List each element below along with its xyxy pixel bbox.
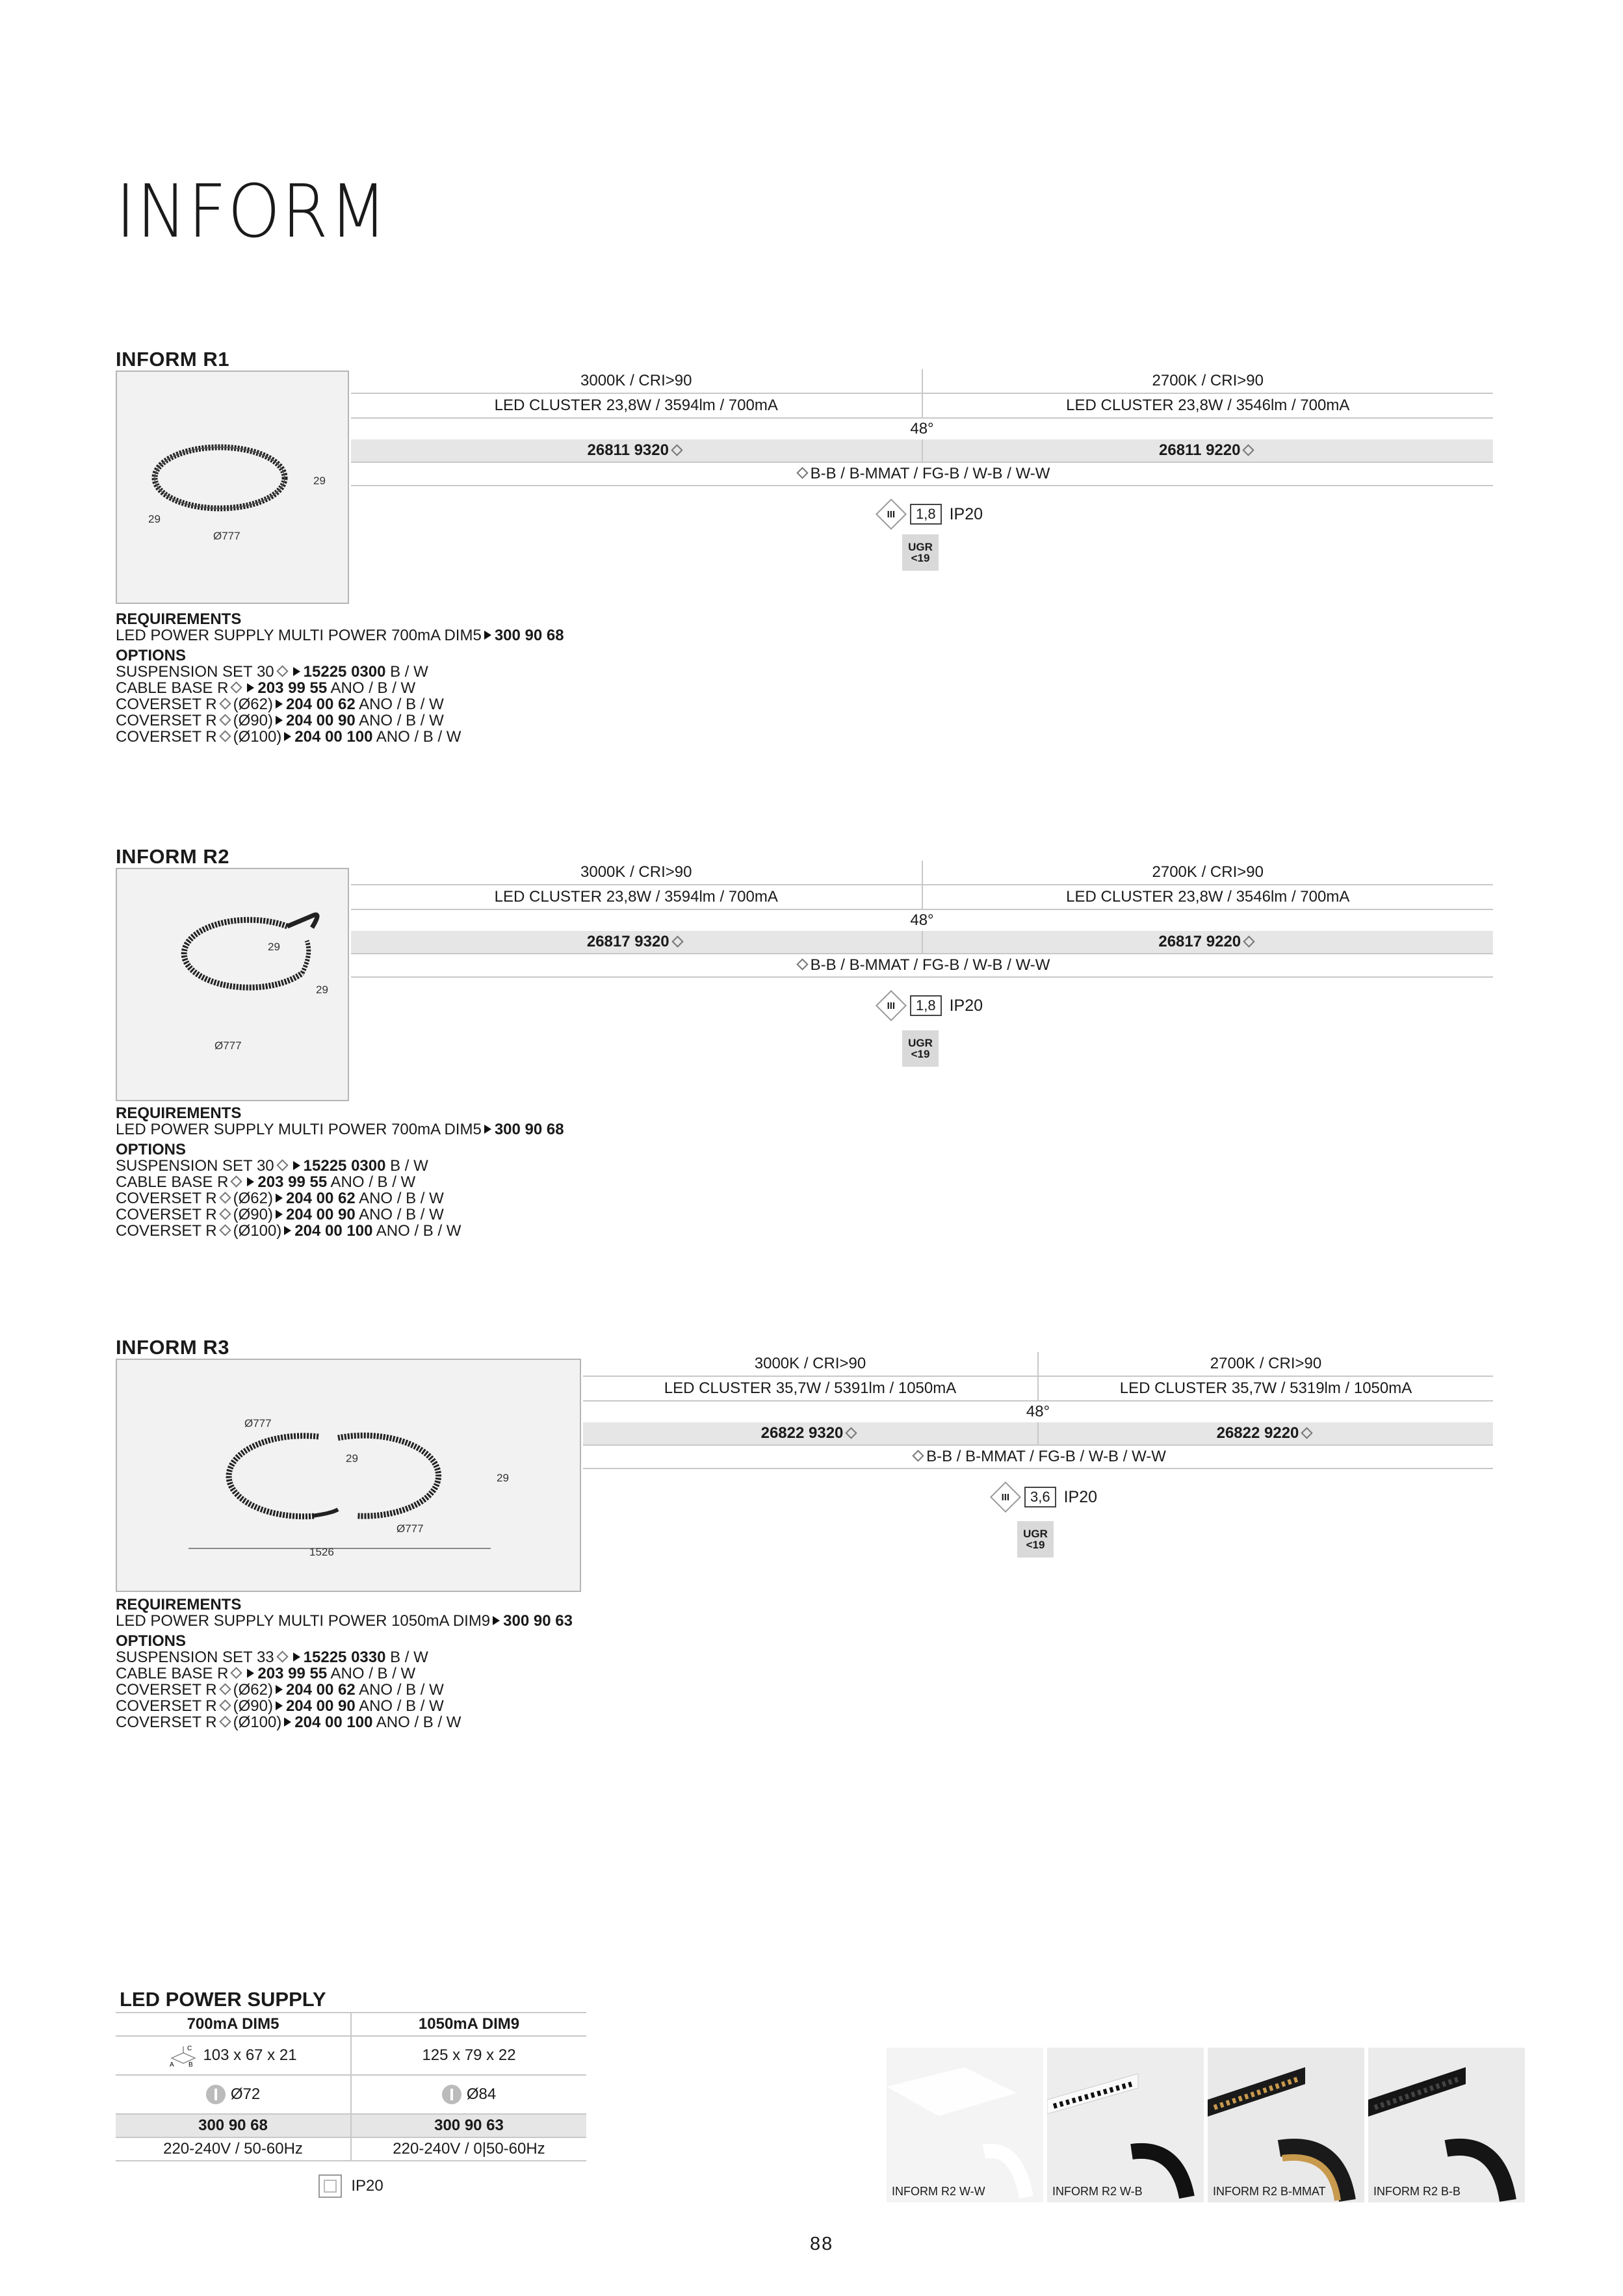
weight-badge: 1,8 [910, 995, 942, 1016]
driver-voltage-a: 220-240V / 50-60Hz [163, 2140, 303, 2158]
weight-badge: 3,6 [1024, 1487, 1056, 1507]
led-spec-a: LED CLUSTER 23,8W / 3594lm / 700mA [494, 397, 778, 414]
svg-text:A: A [170, 2061, 175, 2067]
protection-class-icon: III [990, 1481, 1021, 1513]
article-code-a: 26822 9320 [760, 1424, 844, 1442]
driver-1050ma: 1050mA DIM9 [418, 2015, 520, 2033]
dim-height: 29 [268, 941, 280, 953]
cct-2700k: 2700K / CRI>90 [922, 861, 1494, 884]
technical-drawing-r2 [116, 868, 349, 1101]
finish-diamond-icon [671, 935, 683, 947]
cct-3000k: 3000K / CRI>90 [754, 1355, 866, 1372]
led-spec-a: LED CLUSTER 23,8W / 3594lm / 700mA [494, 888, 778, 906]
finish-diamond-icon [912, 1450, 924, 1461]
brand-title: INFORM [116, 170, 389, 254]
mounting-hole-icon [442, 2085, 461, 2104]
ip-rating: IP20 [949, 996, 983, 1015]
driver-700ma: 700mA DIM5 [187, 2015, 279, 2033]
dim-width: 29 [316, 984, 328, 996]
dim-height: 29 [346, 1452, 358, 1465]
article-code-b: 26817 9220 [1158, 933, 1241, 950]
finish-list: B-B / B-MMAT / FG-B / W-B / W-W [810, 956, 1050, 974]
photo-caption: INFORM R2 B-MMAT [1213, 2185, 1326, 2198]
dim-width: 29 [497, 1472, 509, 1484]
svg-text:C: C [187, 2045, 192, 2052]
spec-table-r3 [583, 1352, 1493, 1469]
badge-row-r3 [994, 1486, 1097, 1508]
beam-angle: 48° [1026, 1403, 1050, 1420]
article-code-a: 26811 9320 [587, 441, 669, 459]
dim-width: 29 [148, 513, 161, 525]
cct-2700k: 2700K / CRI>90 [1037, 1352, 1493, 1376]
photo-caption: INFORM R2 W-B [1052, 2185, 1143, 2198]
ip-rating: IP20 [949, 504, 983, 523]
product-photo-image [887, 2048, 1043, 2202]
finish-diamond-icon [1301, 1427, 1313, 1439]
dim-length: 1526 [309, 1546, 334, 1558]
mounting-hole-icon [206, 2085, 226, 2104]
led-spec-b: LED CLUSTER 23,8W / 3546lm / 700mA [922, 885, 1494, 909]
badge-row-r2 [880, 995, 983, 1017]
photo-w-b [1047, 2048, 1204, 2202]
finish-diamond-icon [1243, 444, 1254, 456]
requirements-r1: REQUIREMENTS LED POWER SUPPLY MULTI POWER 700mA DIM5 300 90 68 OPTIONS SUSPENSION SET 30 15225 0300 B / W CABLE BASE R 203 99 55 ANO / B / W COVERSET R (Ø62) 204 00 62 ANO / B / W COVERSET R (Ø90) 204 00 90 ANO / B / W COVERSET R (Ø100) 204 00 100 ANO / B / W [116, 610, 564, 746]
spec-table-r1 [351, 369, 1493, 486]
badge-row-r1 [880, 503, 983, 525]
driver-code-b: 300 90 63 [434, 2117, 504, 2134]
beam-angle: 48° [910, 420, 934, 437]
power-supply-title: LED POWER SUPPLY [120, 1988, 326, 2011]
photo-w-w [887, 2048, 1043, 2202]
led-spec-b: LED CLUSTER 35,7W / 5319lm / 1050mA [1037, 1377, 1493, 1400]
dim-diameter-right: Ø777 [396, 1522, 424, 1535]
product-photo-image [1368, 2048, 1525, 2202]
ugr-badge: UGR <19 [1017, 1521, 1054, 1558]
protection-class-icon: III [876, 990, 907, 1021]
ugr-badge: UGR <19 [902, 534, 939, 571]
driver-size-b: 125 x 79 x 22 [422, 2046, 516, 2064]
spec-table-r2 [351, 861, 1493, 978]
arrow-icon [484, 1125, 491, 1134]
ring-open-drawing-icon [117, 869, 348, 1100]
finish-diamond-icon [671, 444, 682, 456]
finish-diamond-icon [846, 1427, 857, 1439]
finish-diamond-icon [796, 958, 808, 970]
page-number: 88 [810, 2234, 834, 2254]
finish-diamond-icon [1243, 935, 1254, 947]
photo-b-b [1368, 2048, 1525, 2202]
protection-class-icon: III [876, 499, 907, 530]
photo-caption: INFORM R2 B-B [1373, 2185, 1461, 2198]
requirements-r2: REQUIREMENTS LED POWER SUPPLY MULTI POWER 700mA DIM5 300 90 68 OPTIONS SUSPENSION SET 30 15225 0300 B / W CABLE BASE R 203 99 55 ANO / B / W COVERSET R (Ø62) 204 00 62 ANO / B / W COVERSET R (Ø90) 204 00 90 ANO / B / W COVERSET R (Ø100) 204 00 100 ANO / B / W [116, 1104, 564, 1240]
dim-diameter-left: Ø777 [244, 1417, 272, 1429]
driver-hole-a: Ø72 [230, 2085, 261, 2103]
dim-diameter: Ø777 [213, 530, 240, 542]
power-supply-table [116, 2012, 586, 2198]
technical-drawing-r3 [116, 1359, 581, 1592]
dim-diameter: Ø777 [214, 1039, 242, 1052]
product-title-r3: INFORM R3 [116, 1336, 229, 1359]
driver-code-a: 300 90 68 [198, 2117, 268, 2134]
dim-height: 29 [313, 475, 326, 487]
product-photo-image [1047, 2048, 1204, 2202]
beam-angle: 48° [910, 911, 934, 929]
product-title-r2: INFORM R2 [116, 845, 229, 868]
arrow-icon [484, 631, 491, 640]
arrow-icon [493, 1616, 500, 1625]
article-code-a: 26817 9320 [586, 933, 669, 950]
cct-3000k: 3000K / CRI>90 [580, 863, 692, 881]
box-dimensions-icon [169, 2044, 198, 2067]
cct-2700k: 2700K / CRI>90 [922, 369, 1494, 393]
requirements-r3: REQUIREMENTS LED POWER SUPPLY MULTI POWER 1050mA DIM9 300 90 63 OPTIONS SUSPENSION SET 33 15225 0330 B / W CABLE BASE R 203 99 55 ANO / B / W COVERSET R (Ø62) 204 00 62 ANO / B / W COVERSET R (Ø90) 204 00 90 ANO / B / W COVERSET R (Ø100) 204 00 100 ANO / B / W [116, 1596, 573, 1731]
ip-rating: IP20 [1063, 1487, 1098, 1506]
finish-list: B-B / B-MMAT / FG-B / W-B / W-W [926, 1448, 1166, 1465]
article-code-b: 26811 9220 [1159, 441, 1241, 459]
ugr-badge: UGR <19 [902, 1030, 939, 1067]
finish-list: B-B / B-MMAT / FG-B / W-B / W-W [810, 465, 1050, 482]
driver-ip: IP20 [351, 2177, 383, 2195]
article-code-b: 26822 9220 [1216, 1424, 1299, 1442]
class2-insulation-icon [318, 2174, 342, 2198]
photo-caption: INFORM R2 W-W [892, 2185, 985, 2198]
photo-b-mmat [1208, 2048, 1364, 2202]
driver-voltage-b: 220-240V / 0|50-60Hz [393, 2140, 545, 2158]
product-photo-image [1208, 2048, 1364, 2202]
finish-diamond-icon [796, 467, 808, 478]
weight-badge: 1,8 [910, 504, 942, 525]
led-spec-b: LED CLUSTER 23,8W / 3546lm / 700mA [922, 394, 1494, 417]
double-ring-drawing-icon [117, 1360, 580, 1591]
cct-3000k: 3000K / CRI>90 [580, 372, 692, 389]
technical-drawing-r1 [116, 371, 349, 604]
svg-text:B: B [188, 2061, 194, 2067]
product-title-r1: INFORM R1 [116, 348, 229, 371]
driver-hole-b: Ø84 [466, 2085, 497, 2103]
led-spec-a: LED CLUSTER 35,7W / 5391lm / 1050mA [664, 1379, 957, 1397]
driver-size-a: 103 x 67 x 21 [203, 2046, 297, 2064]
